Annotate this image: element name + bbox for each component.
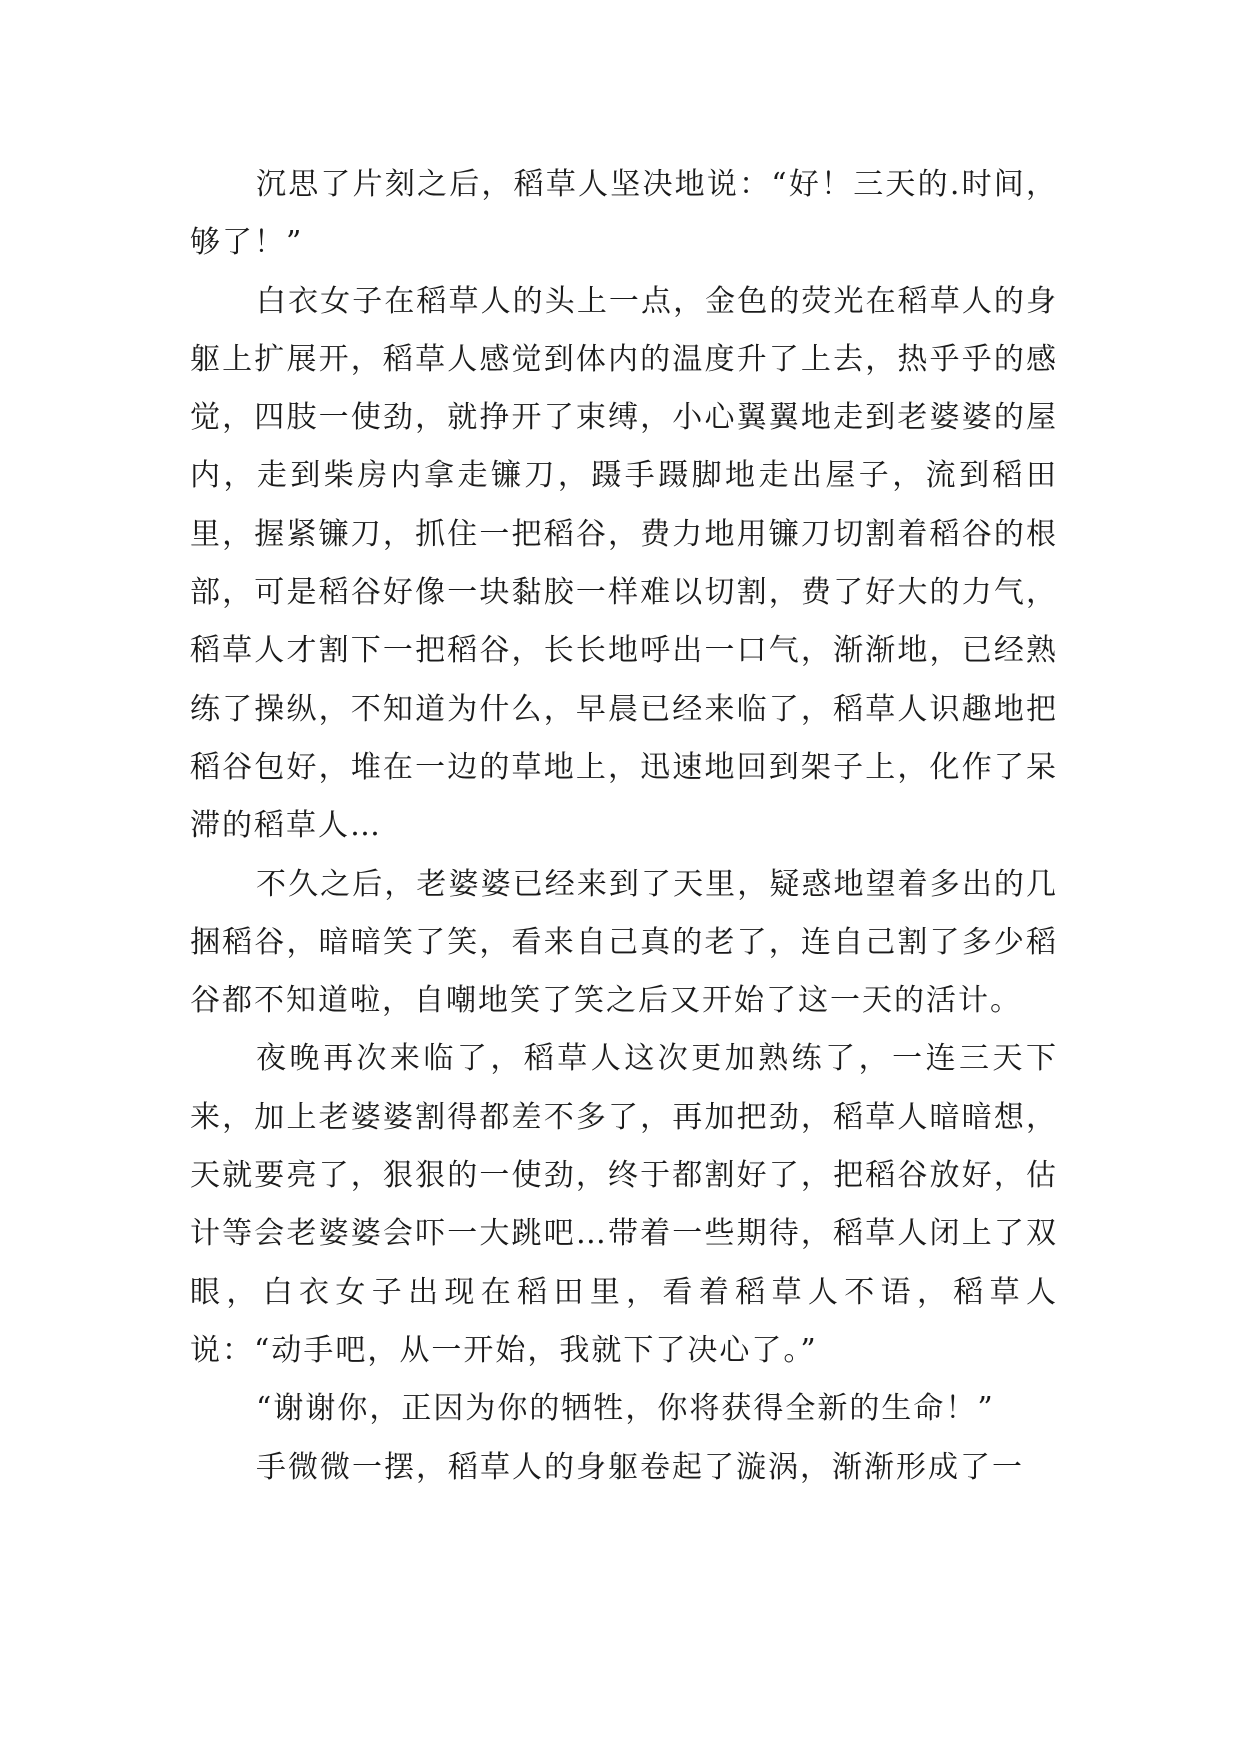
- paragraph-2: 白衣女子在稻草人的头上一点，金色的荧光在稻草人的身躯上扩展开，稻草人感觉到体内的温度升了上去，热乎乎的感觉，四肢一使劲，就挣开了束缚，小心翼翼地走到老婆婆的屋内，走到柴房内拿走镰刀，蹑手蹑脚地走出屋子，流到稻田里，握紧镰刀，抓住一把稻谷，费力地用镰刀切割着稻谷的根部，可是稻谷好像一块黏胶一样难以切割，费了好大的力气，稻草人才割下一把稻谷，长长地呼出一口气，渐渐地，已经熟练了操纵，不知道为什么，早晨已经来临了，稻草人识趣地把稻谷包好，堆在一边的草地上，迅速地回到架子上，化作了呆滞的稻草人…: [190, 283, 1058, 844]
- paragraph-1: 沉思了片刻之后，稻草人坚决地说：“好！三天的.时间，够了！”: [190, 167, 1058, 261]
- story-text: [190, 156, 1058, 1497]
- paragraph-5: “谢谢你，正因为你的牺牲，你将获得全新的生命！”: [256, 1391, 995, 1427]
- paragraph-3: 不久之后，老婆婆已经来到了天里，疑惑地望着多出的几捆稻谷，暗暗笑了笑，看来自己真的老了，连自己割了多少稻谷都不知道啦，自嘲地笑了笑之后又开始了这一天的活计。: [190, 866, 1058, 1019]
- paragraph-4: 夜晚再次来临了，稻草人这次更加熟练了，一连三天下来，加上老婆婆割得都差不多了，再加把劲，稻草人暗暗想，天就要亮了，狠狠的一使劲，终于都割好了，把稻谷放好，估计等会老婆婆会吓一大跳吧…带着一些期待，稻草人闭上了双眼，白衣女子出现在稻田里，看着稻草人不语，稻草人说：“动手吧，从一开始，我就下了决心了。”: [190, 1041, 1058, 1368]
- paragraph-6: 手微微一摆，稻草人的身躯卷起了漩涡，渐渐形成了一: [256, 1449, 1024, 1485]
